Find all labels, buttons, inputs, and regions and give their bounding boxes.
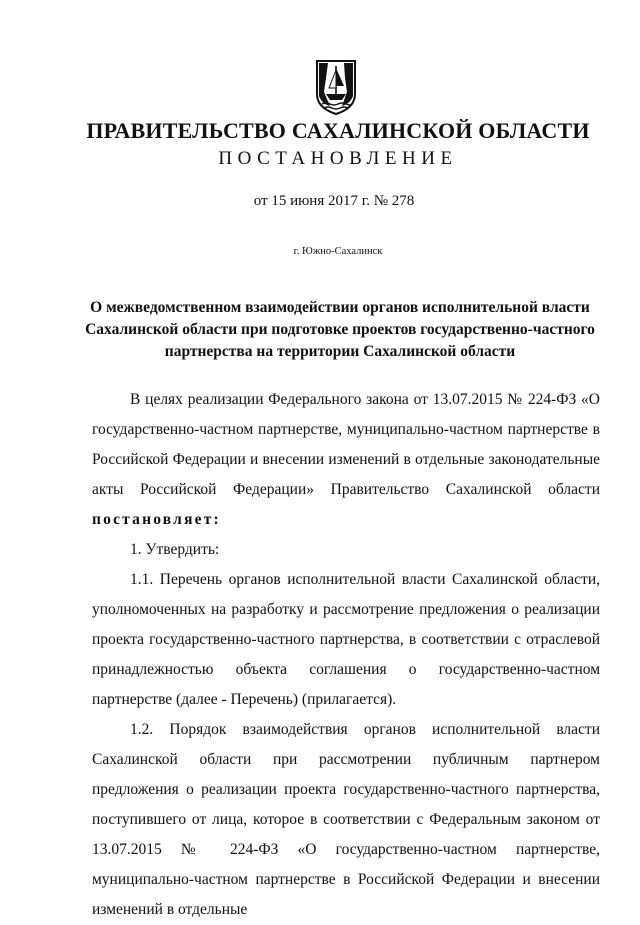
preamble-text: В целях реализации Федерального закона от 13.07.2015 № 224-ФЗ «О государственно-частном партнерстве, муниципально-частном партнерстве в Российской Федерации и внесении изменений в отдельные законодательные акты Российской Федерации» Правительство Сахалинской области [92,391,600,498]
resolves-keyword: постановляет: [92,511,221,528]
preamble-paragraph [92,385,600,535]
document-type: ПОСТАНОВЛЕНИЕ [218,148,458,169]
item-1-paragraph: 1. Утвердить: [130,541,220,558]
subject-line: О межведомственном взаимодействии органов исполнительной власти [90,299,590,316]
document-subject [60,297,620,363]
document-body [92,385,600,925]
item-1-2-paragraph: 1.2. Порядок взаимодействия органов исполнительной власти Сахалинской области при рассмотрении публичным партнером предложения о реализации проекта государственно-частного партнерства, поступившего от лица, которое в соответствии с Федеральным законом от 13.07.2015 № 224-ФЗ «О государственно-частном партнерстве, муниципально-частном партнерстве в Российской Федерации и внесении изменений в отдельные [92,721,600,918]
sakhalin-coat-of-arms-icon [314,58,358,116]
item-1-1-paragraph: 1.1. Перечень органов исполнительной власти Сахалинской области, уполномоченных на разработку и рассмотрение предложения о реализации проекта государственно-частного партнерства, в соответствии с отраслевой принадлежностью объекта соглашения о государственно-частном партнерстве (далее - Перечень) (прилагается). [92,571,600,708]
document-date-number: от 15 июня 2017 г. № 278 [253,193,415,209]
government-name: ПРАВИТЕЛЬСТВО САХАЛИНСКОЙ ОБЛАСТИ [86,118,590,143]
document-city: г. Южно-Сахалинск [293,246,383,257]
subject-line: Сахалинской области при подготовке проектов государственно-частного [85,321,595,338]
subject-line: партнерства на территории Сахалинской области [164,343,516,360]
